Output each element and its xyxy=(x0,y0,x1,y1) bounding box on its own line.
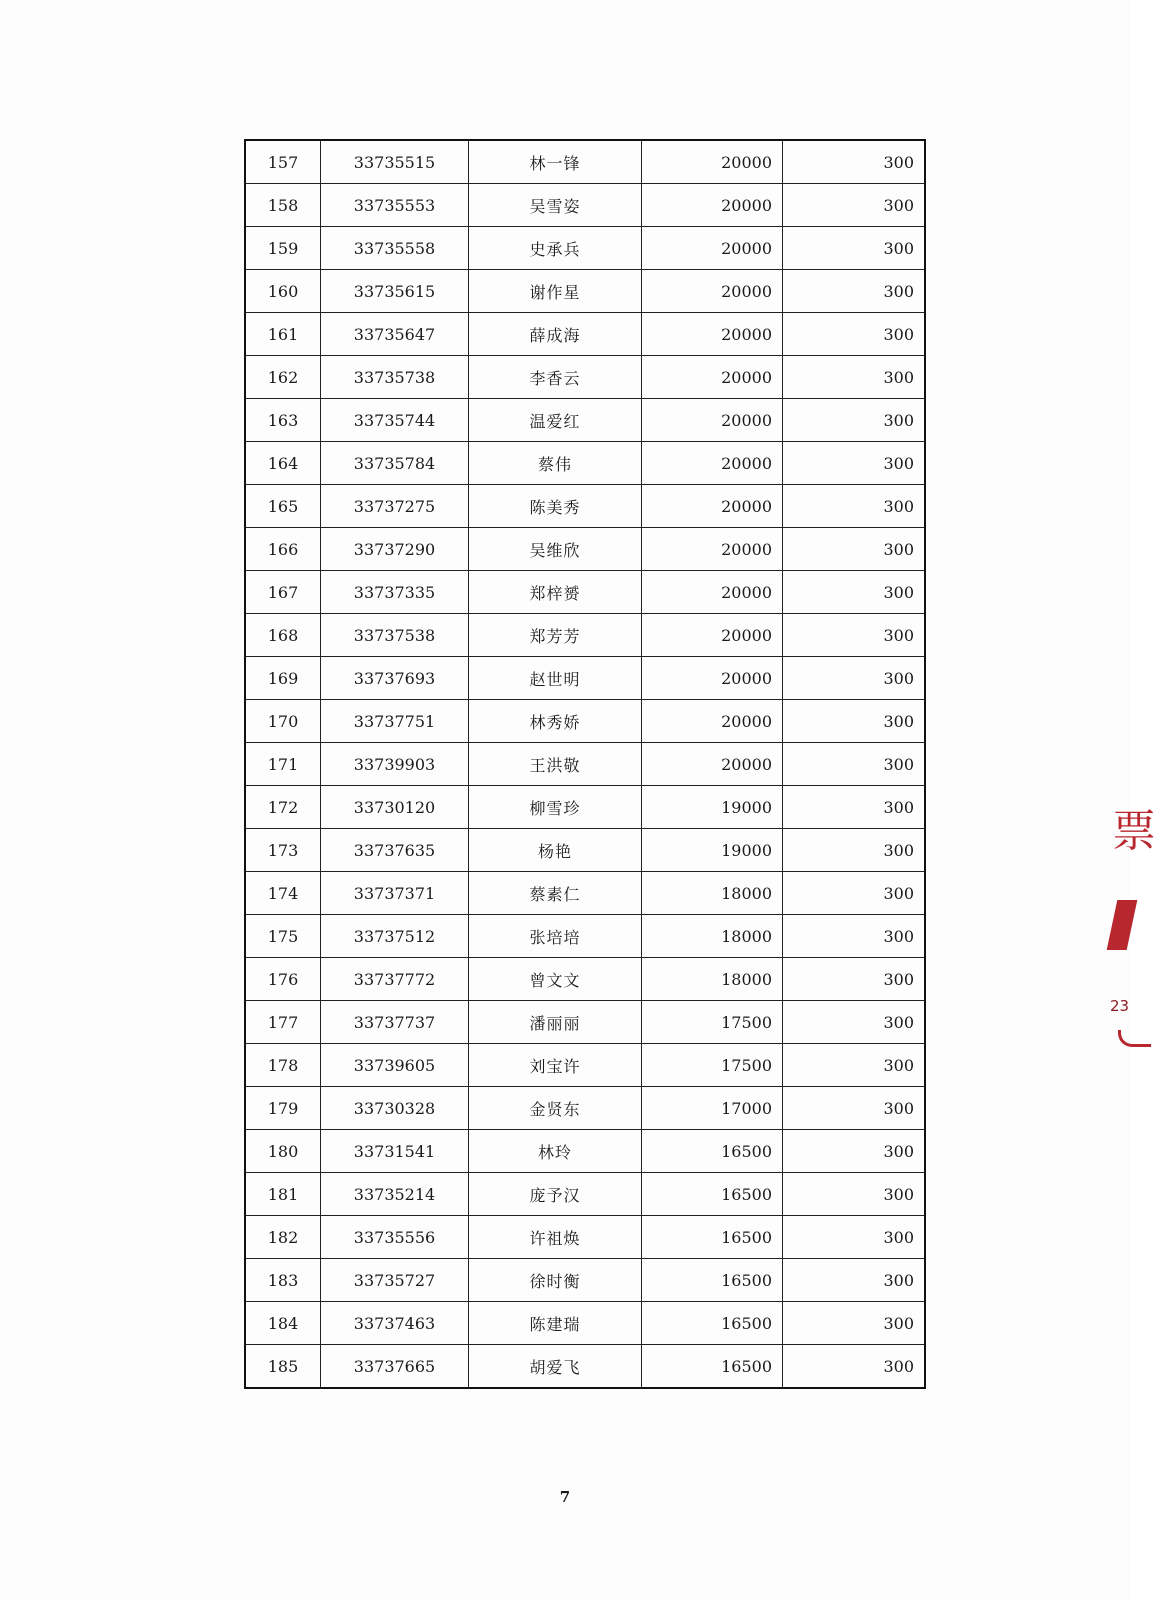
row-fee-cell: 300 xyxy=(783,227,926,270)
row-name-cell: 李香云 xyxy=(469,356,642,399)
row-amount-cell: 20000 xyxy=(642,442,783,485)
row-fee-cell: 300 xyxy=(783,786,926,829)
row-fee-cell: 300 xyxy=(783,958,926,1001)
row-index-cell: 158 xyxy=(245,184,321,227)
row-index-cell: 166 xyxy=(245,528,321,571)
row-amount-cell: 19000 xyxy=(642,786,783,829)
table-row xyxy=(245,270,925,313)
red-seal-stamp xyxy=(1110,805,1156,1050)
row-index-cell: 157 xyxy=(245,140,321,184)
row-amount-cell: 20000 xyxy=(642,528,783,571)
table-row xyxy=(245,1259,925,1302)
table-row xyxy=(245,1044,925,1087)
row-name-cell: 赵世明 xyxy=(469,657,642,700)
table-row xyxy=(245,657,925,700)
row-code-cell: 33737290 xyxy=(321,528,469,571)
table-row xyxy=(245,485,925,528)
table-row xyxy=(245,227,925,270)
seal-fragment-top: 票 xyxy=(1112,806,1156,857)
row-index-cell: 184 xyxy=(245,1302,321,1345)
row-index-cell: 159 xyxy=(245,227,321,270)
row-name-cell: 林秀娇 xyxy=(469,700,642,743)
row-name-cell: 庞予汉 xyxy=(469,1173,642,1216)
row-amount-cell: 20000 xyxy=(642,571,783,614)
row-name-cell: 林一锋 xyxy=(469,140,642,184)
row-fee-cell: 300 xyxy=(783,1001,926,1044)
row-amount-cell: 18000 xyxy=(642,872,783,915)
table-row xyxy=(245,399,925,442)
table-row xyxy=(245,1216,925,1259)
row-fee-cell: 300 xyxy=(783,1044,926,1087)
row-amount-cell: 20000 xyxy=(642,485,783,528)
records-table xyxy=(244,139,926,1389)
row-amount-cell: 16500 xyxy=(642,1130,783,1173)
row-amount-cell: 20000 xyxy=(642,743,783,786)
row-code-cell: 33737665 xyxy=(321,1345,469,1389)
row-name-cell: 吴雪姿 xyxy=(469,184,642,227)
row-fee-cell: 300 xyxy=(783,1345,926,1389)
row-index-cell: 165 xyxy=(245,485,321,528)
row-name-cell: 王洪敬 xyxy=(469,743,642,786)
row-amount-cell: 20000 xyxy=(642,184,783,227)
row-fee-cell: 300 xyxy=(783,528,926,571)
row-index-cell: 177 xyxy=(245,1001,321,1044)
table-row xyxy=(245,786,925,829)
row-amount-cell: 20000 xyxy=(642,227,783,270)
row-name-cell: 许祖焕 xyxy=(469,1216,642,1259)
row-amount-cell: 20000 xyxy=(642,140,783,184)
row-name-cell: 曾文文 xyxy=(469,958,642,1001)
row-name-cell: 刘宝许 xyxy=(469,1044,642,1087)
row-fee-cell: 300 xyxy=(783,442,926,485)
row-code-cell: 33735738 xyxy=(321,356,469,399)
row-name-cell: 薛成海 xyxy=(469,313,642,356)
row-name-cell: 林玲 xyxy=(469,1130,642,1173)
row-index-cell: 162 xyxy=(245,356,321,399)
table-row xyxy=(245,700,925,743)
row-amount-cell: 17500 xyxy=(642,1001,783,1044)
row-index-cell: 182 xyxy=(245,1216,321,1259)
row-code-cell: 33735553 xyxy=(321,184,469,227)
row-fee-cell: 300 xyxy=(783,1087,926,1130)
row-code-cell: 33735214 xyxy=(321,1173,469,1216)
row-amount-cell: 16500 xyxy=(642,1259,783,1302)
row-fee-cell: 300 xyxy=(783,614,926,657)
row-amount-cell: 19000 xyxy=(642,829,783,872)
row-amount-cell: 20000 xyxy=(642,313,783,356)
row-code-cell: 33730120 xyxy=(321,786,469,829)
row-code-cell: 33735556 xyxy=(321,1216,469,1259)
row-code-cell: 33737538 xyxy=(321,614,469,657)
row-index-cell: 181 xyxy=(245,1173,321,1216)
table-row xyxy=(245,140,925,184)
row-code-cell: 33737693 xyxy=(321,657,469,700)
row-fee-cell: 300 xyxy=(783,571,926,614)
table-row xyxy=(245,872,925,915)
row-fee-cell: 300 xyxy=(783,270,926,313)
row-code-cell: 33737512 xyxy=(321,915,469,958)
row-fee-cell: 300 xyxy=(783,872,926,915)
row-fee-cell: 300 xyxy=(783,313,926,356)
row-amount-cell: 16500 xyxy=(642,1302,783,1345)
table-row xyxy=(245,184,925,227)
row-amount-cell: 17500 xyxy=(642,1044,783,1087)
table-row xyxy=(245,1001,925,1044)
row-name-cell: 胡爱飞 xyxy=(469,1345,642,1389)
row-name-cell: 陈建瑞 xyxy=(469,1302,642,1345)
row-name-cell: 谢作星 xyxy=(469,270,642,313)
row-code-cell: 33735515 xyxy=(321,140,469,184)
row-index-cell: 171 xyxy=(245,743,321,786)
row-index-cell: 185 xyxy=(245,1345,321,1389)
row-amount-cell: 20000 xyxy=(642,614,783,657)
row-amount-cell: 20000 xyxy=(642,270,783,313)
row-code-cell: 33739605 xyxy=(321,1044,469,1087)
row-index-cell: 167 xyxy=(245,571,321,614)
row-name-cell: 吴维欣 xyxy=(469,528,642,571)
row-index-cell: 160 xyxy=(245,270,321,313)
row-fee-cell: 300 xyxy=(783,657,926,700)
row-amount-cell: 16500 xyxy=(642,1173,783,1216)
row-name-cell: 陈美秀 xyxy=(469,485,642,528)
row-code-cell: 33737772 xyxy=(321,958,469,1001)
row-fee-cell: 300 xyxy=(783,743,926,786)
row-amount-cell: 20000 xyxy=(642,399,783,442)
row-code-cell: 33737751 xyxy=(321,700,469,743)
row-amount-cell: 18000 xyxy=(642,958,783,1001)
row-fee-cell: 300 xyxy=(783,700,926,743)
row-index-cell: 175 xyxy=(245,915,321,958)
row-amount-cell: 18000 xyxy=(642,915,783,958)
row-name-cell: 史承兵 xyxy=(469,227,642,270)
row-amount-cell: 20000 xyxy=(642,356,783,399)
row-code-cell: 33735784 xyxy=(321,442,469,485)
row-name-cell: 柳雪珍 xyxy=(469,786,642,829)
row-fee-cell: 300 xyxy=(783,399,926,442)
table-row xyxy=(245,1087,925,1130)
row-index-cell: 163 xyxy=(245,399,321,442)
table-row xyxy=(245,614,925,657)
row-code-cell: 33735558 xyxy=(321,227,469,270)
row-fee-cell: 300 xyxy=(783,140,926,184)
row-index-cell: 179 xyxy=(245,1087,321,1130)
table-row xyxy=(245,313,925,356)
row-fee-cell: 300 xyxy=(783,829,926,872)
row-name-cell: 潘丽丽 xyxy=(469,1001,642,1044)
row-index-cell: 169 xyxy=(245,657,321,700)
row-index-cell: 174 xyxy=(245,872,321,915)
row-code-cell: 33737635 xyxy=(321,829,469,872)
row-index-cell: 173 xyxy=(245,829,321,872)
table-row xyxy=(245,442,925,485)
row-index-cell: 176 xyxy=(245,958,321,1001)
row-index-cell: 178 xyxy=(245,1044,321,1087)
row-name-cell: 郑梓赟 xyxy=(469,571,642,614)
table-row xyxy=(245,1302,925,1345)
row-name-cell: 金贤东 xyxy=(469,1087,642,1130)
row-amount-cell: 20000 xyxy=(642,700,783,743)
row-amount-cell: 16500 xyxy=(642,1345,783,1389)
row-code-cell: 33737463 xyxy=(321,1302,469,1345)
row-index-cell: 170 xyxy=(245,700,321,743)
row-fee-cell: 300 xyxy=(783,485,926,528)
table-row xyxy=(245,528,925,571)
row-amount-cell: 16500 xyxy=(642,1216,783,1259)
row-index-cell: 180 xyxy=(245,1130,321,1173)
row-fee-cell: 300 xyxy=(783,1216,926,1259)
row-index-cell: 168 xyxy=(245,614,321,657)
row-fee-cell: 300 xyxy=(783,1302,926,1345)
row-index-cell: 183 xyxy=(245,1259,321,1302)
row-name-cell: 杨艳 xyxy=(469,829,642,872)
row-code-cell: 33730328 xyxy=(321,1087,469,1130)
seal-fragment-bottom: 23 xyxy=(1110,997,1130,1015)
row-code-cell: 33735727 xyxy=(321,1259,469,1302)
table-row xyxy=(245,356,925,399)
row-name-cell: 张培培 xyxy=(469,915,642,958)
row-code-cell: 33739903 xyxy=(321,743,469,786)
table-row xyxy=(245,571,925,614)
table-row xyxy=(245,1345,925,1389)
row-code-cell: 33737335 xyxy=(321,571,469,614)
row-fee-cell: 300 xyxy=(783,1259,926,1302)
row-amount-cell: 17000 xyxy=(642,1087,783,1130)
table-row xyxy=(245,915,925,958)
records-table-body xyxy=(245,140,925,1388)
row-amount-cell: 20000 xyxy=(642,657,783,700)
table-row xyxy=(245,958,925,1001)
row-fee-cell: 300 xyxy=(783,915,926,958)
table-row xyxy=(245,1130,925,1173)
row-name-cell: 温爱红 xyxy=(469,399,642,442)
row-code-cell: 33735647 xyxy=(321,313,469,356)
row-name-cell: 郑芳芳 xyxy=(469,614,642,657)
row-fee-cell: 300 xyxy=(783,1173,926,1216)
page-number: 7 xyxy=(559,1488,571,1506)
row-code-cell: 33737737 xyxy=(321,1001,469,1044)
row-index-cell: 172 xyxy=(245,786,321,829)
table-row xyxy=(245,743,925,786)
row-name-cell: 蔡素仁 xyxy=(469,872,642,915)
row-code-cell: 33731541 xyxy=(321,1130,469,1173)
row-fee-cell: 300 xyxy=(783,356,926,399)
row-index-cell: 164 xyxy=(245,442,321,485)
row-code-cell: 33737275 xyxy=(321,485,469,528)
table-row xyxy=(245,1173,925,1216)
seal-fragment-mark xyxy=(1107,900,1138,950)
row-name-cell: 蔡伟 xyxy=(469,442,642,485)
row-fee-cell: 300 xyxy=(783,1130,926,1173)
seal-ring-arc xyxy=(1118,1030,1151,1047)
row-index-cell: 161 xyxy=(245,313,321,356)
row-code-cell: 33735615 xyxy=(321,270,469,313)
row-code-cell: 33737371 xyxy=(321,872,469,915)
row-fee-cell: 300 xyxy=(783,184,926,227)
row-code-cell: 33735744 xyxy=(321,399,469,442)
row-name-cell: 徐时衡 xyxy=(469,1259,642,1302)
table-row xyxy=(245,829,925,872)
